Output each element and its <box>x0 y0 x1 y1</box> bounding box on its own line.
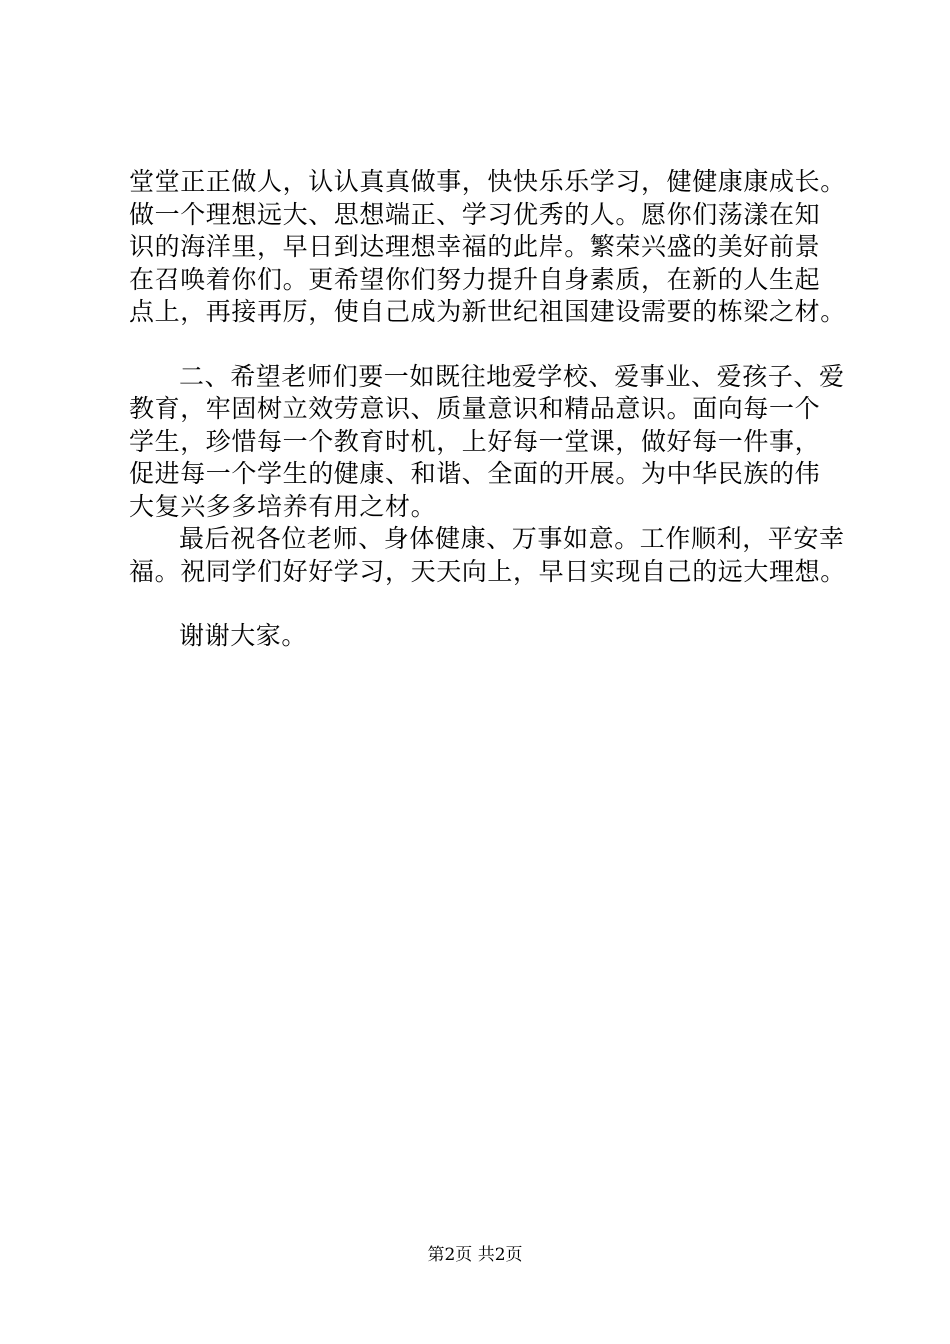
page-number-footer: 第2页 共2页 <box>427 1245 523 1265</box>
text-line: 教育，牢固树立效劳意识、质量意识和精品意识。面向每一个 <box>129 394 821 423</box>
text-line: 最后祝各位老师、身体健康、万事如意。工作顺利，平安幸 <box>179 524 845 553</box>
paragraph-1 <box>129 166 846 329</box>
paragraph-spacer <box>129 329 831 361</box>
text-line: 福。祝同学们好好学习，天天向上，早日实现自己的远大理想。 <box>129 556 846 586</box>
text-line: 做一个理想远大、思想端正、学习优秀的人。愿你们荡漾在知 <box>129 199 821 229</box>
text-line: 二、希望老师们要一如既往地爱学校、爱事业、爱孩子、爱 <box>179 361 845 391</box>
text-line: 促进每一个学生的健康、和谐、全面的开展。为中华民族的伟 <box>129 459 821 488</box>
text-line: 大复兴多多培养有用之材。 <box>129 491 437 521</box>
text-line: 在召唤着你们。更希望你们努力提升自身素质，在新的人生起 <box>129 264 821 294</box>
text-line: 堂堂正正做人，认认真真做事，快快乐乐学习，健健康康成长。 <box>129 167 846 196</box>
paragraph-2 <box>129 361 845 524</box>
text-line: 识的海洋里，早日到达理想幸福的此岸。繁荣兴盛的美好前景 <box>129 232 821 261</box>
text-line: 学生，珍惜每一个教育时机，上好每一堂课，做好每一件事， <box>129 426 821 456</box>
paragraph-3 <box>129 523 846 588</box>
closing-line: 谢谢大家。 <box>179 621 308 650</box>
document-body <box>129 166 846 653</box>
paragraph-spacer <box>129 588 831 620</box>
text-line: 点上，再接再厉，使自己成为新世纪祖国建设需要的栋梁之材。 <box>129 297 846 326</box>
